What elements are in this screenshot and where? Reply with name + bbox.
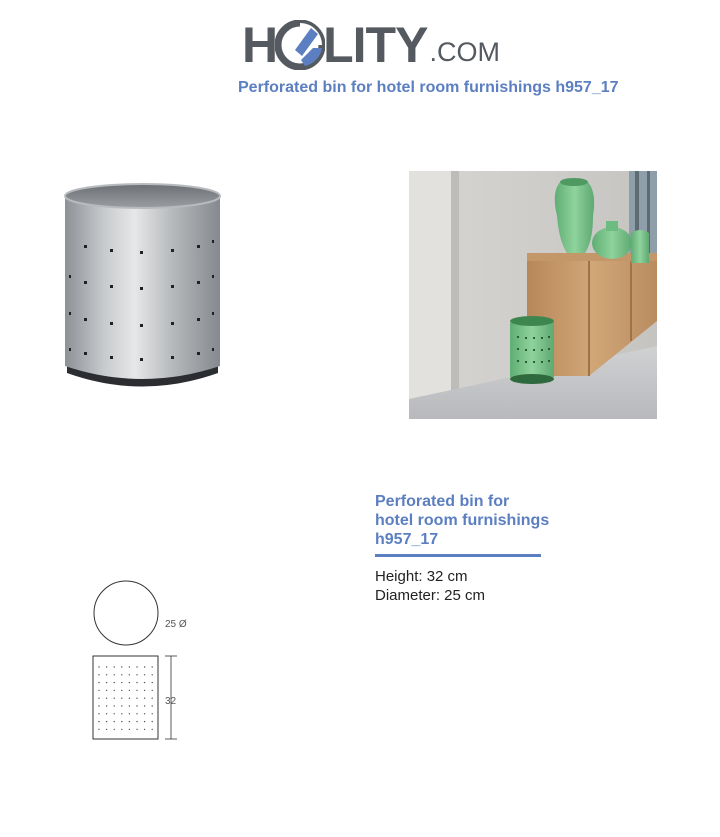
perforation-dot [106, 674, 107, 675]
perforation-dot [152, 721, 153, 722]
perforation-dot [106, 690, 107, 691]
perforation-dot [106, 713, 107, 714]
top-view-circle [94, 581, 158, 645]
perforation-dot [106, 666, 107, 667]
page-title: Perforated bin for hotel room furnishings h957_17 [238, 79, 619, 96]
perforation-dot [136, 721, 137, 722]
product-info [375, 492, 555, 605]
spec-diameter: Diameter: 25 cm [375, 587, 486, 604]
perforation-dot [129, 705, 130, 706]
title-divider [375, 554, 541, 557]
perforation-dot [152, 713, 153, 714]
perforation-dot [144, 705, 145, 706]
perforation-dot [144, 698, 145, 699]
perforation-dot [152, 666, 153, 667]
perforation-dot [98, 705, 99, 706]
perforation-dot [129, 698, 130, 699]
perforation-dot [152, 698, 153, 699]
perforation-dot [144, 713, 145, 714]
perforation-dot [144, 666, 145, 667]
perforation-dot [121, 721, 122, 722]
perforation-dot [114, 721, 115, 722]
perforation-dot [129, 729, 130, 730]
perforation-dot [106, 721, 107, 722]
perforation-dot [152, 729, 153, 730]
perforation-dot [98, 674, 99, 675]
diameter-label: 25 Ø [165, 619, 187, 630]
logo-text-lity: LITY [323, 17, 428, 73]
perforation-dot [106, 682, 107, 683]
perforation-dot [136, 666, 137, 667]
height-label: 32 [165, 696, 177, 707]
perforation-dot [121, 674, 122, 675]
perforation-dot [98, 729, 99, 730]
logo-text-com: .COM [429, 37, 500, 67]
perforation-dot [114, 729, 115, 730]
perforation-dot [136, 682, 137, 683]
perforation-dot [121, 729, 122, 730]
product-title-line2: hotel room furnishings [375, 512, 550, 529]
perforation-dot [152, 690, 153, 691]
perforation-dot [121, 682, 122, 683]
perforation-dot [114, 690, 115, 691]
perforation-dots [98, 666, 153, 730]
perforation-dot [144, 682, 145, 683]
perforation-dot [121, 666, 122, 667]
perforation-dot [152, 682, 153, 683]
perforation-dot [114, 698, 115, 699]
perforation-dot [152, 674, 153, 675]
product-title-line1: Perforated bin for [375, 493, 510, 510]
perforation-dot [121, 690, 122, 691]
technical-drawing [85, 575, 215, 750]
perforation-dot [106, 705, 107, 706]
product-photo [60, 178, 225, 413]
perforation-dot [114, 666, 115, 667]
logo-o-icon [275, 20, 325, 70]
perforation-dot [98, 713, 99, 714]
perforation-dot [144, 674, 145, 675]
perforation-dot [121, 698, 122, 699]
perforation-dot [136, 729, 137, 730]
product-title-line3: h957_17 [375, 531, 439, 548]
perforation-dot [114, 705, 115, 706]
perforation-dot [114, 674, 115, 675]
spec-height: Height: 32 cm [375, 568, 468, 585]
perforation-dot [106, 698, 107, 699]
perforation-dot [114, 713, 115, 714]
side-view-rect [93, 656, 158, 739]
perforation-dot [136, 690, 137, 691]
perforation-dot [106, 729, 107, 730]
perforation-dot [144, 690, 145, 691]
perforation-dot [144, 721, 145, 722]
perforation-dot [121, 713, 122, 714]
perforation-dot [129, 721, 130, 722]
perforation-dot [136, 698, 137, 699]
perforation-dot [136, 705, 137, 706]
perforation-dot [129, 690, 130, 691]
spec-list [375, 567, 555, 605]
perforation-dot [98, 666, 99, 667]
product-title [375, 492, 555, 549]
perforation-dot [98, 698, 99, 699]
perforation-dot [129, 666, 130, 667]
perforation-dot [152, 705, 153, 706]
perforation-dot [129, 713, 130, 714]
perforation-dot [144, 729, 145, 730]
logo-text-h: H [242, 17, 278, 73]
perforation-dot [129, 682, 130, 683]
perforation-dot [98, 690, 99, 691]
perforation-dot [121, 705, 122, 706]
perforation-dot [136, 713, 137, 714]
room-photo [409, 171, 657, 419]
perforation-dot [136, 674, 137, 675]
perforation-dot [129, 674, 130, 675]
perforation-dot [98, 682, 99, 683]
perforation-dot [98, 721, 99, 722]
holity-logo[interactable] [242, 14, 500, 73]
perforation-dot [114, 682, 115, 683]
